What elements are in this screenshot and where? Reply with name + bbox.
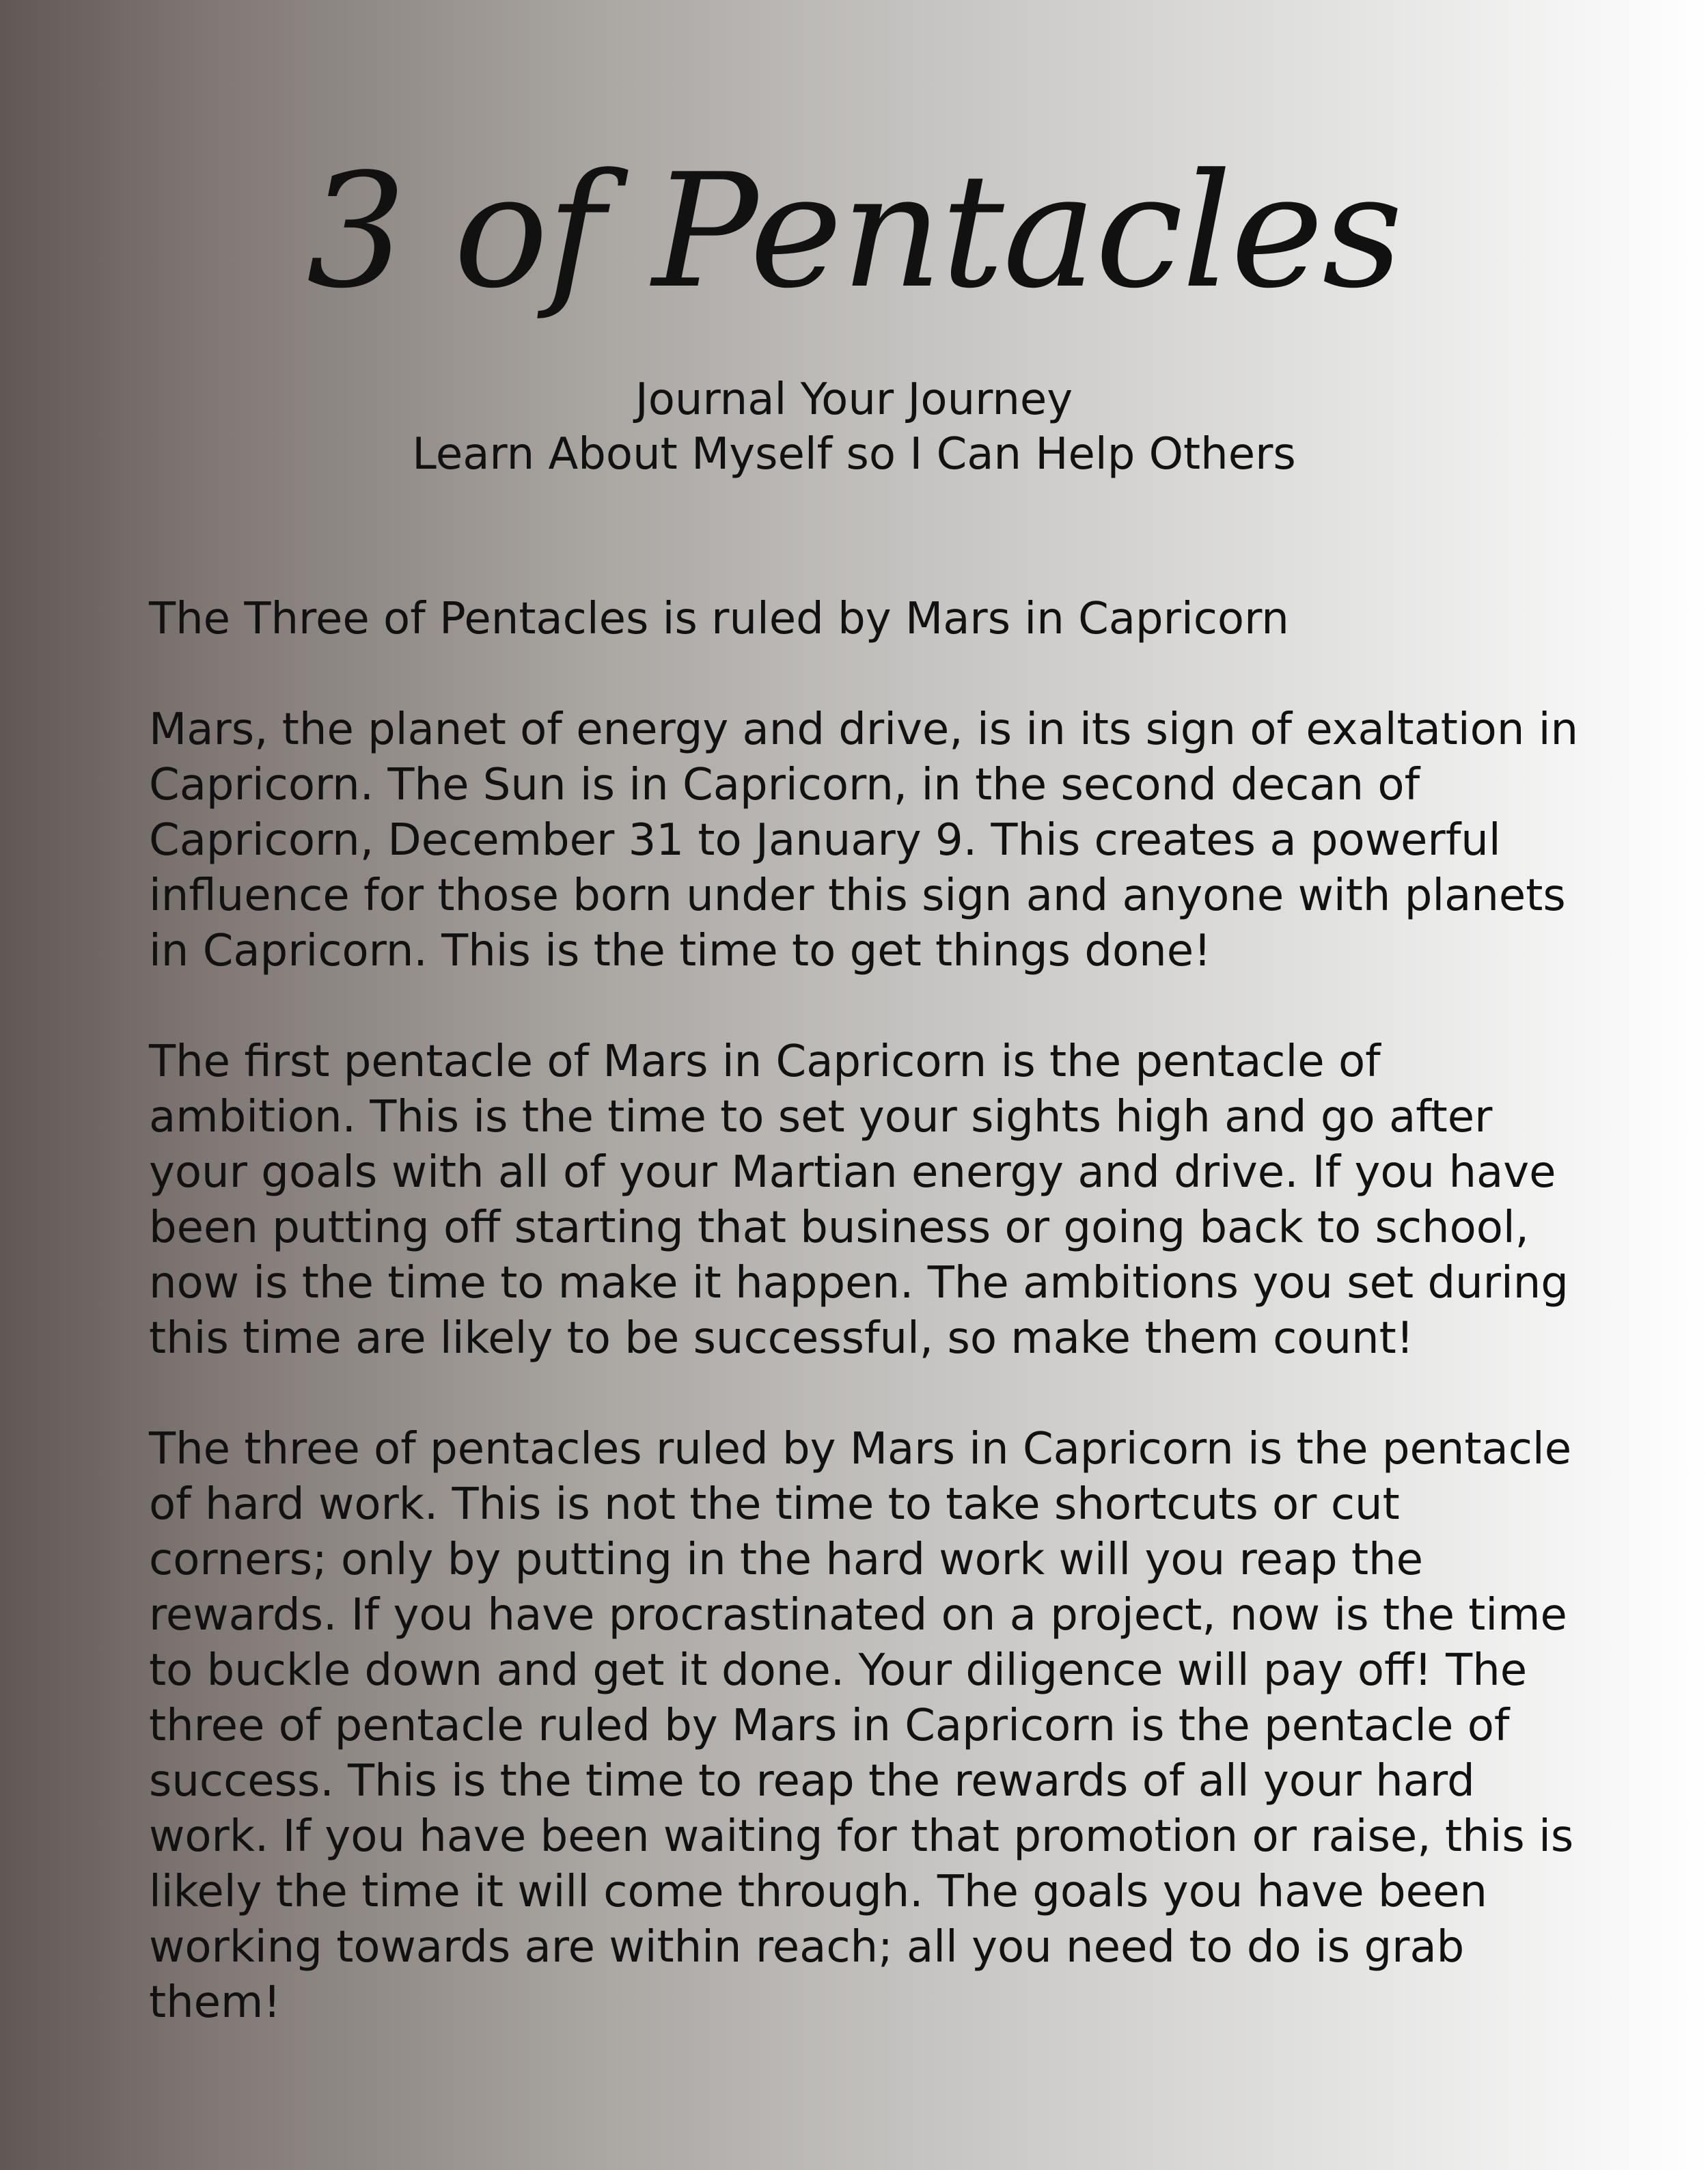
body-text xyxy=(149,592,1590,2031)
subtitle-journal: Journal Your Journey xyxy=(635,374,1073,425)
page-title: 3 of Pentacles xyxy=(306,141,1402,323)
paragraph-ruler: The Three of Pentacles is ruled by Mars in Capricorn xyxy=(149,594,1289,644)
paragraph-mars-exaltation: Mars, the planet of energy and drive, is in its sign of exaltation in Capricorn. The Sun is in Capricorn, in the second decan of Capricorn, December 31 to January 9. This creates a powerful influence for those born under this sign and anyone with planets in Capricorn. This is the time to get things done! xyxy=(149,704,1579,976)
paragraph-ambition: The first pentacle of Mars in Capricorn is the pentacle of ambition. This is the time to set your sights high and go after your goals with all of your Martian energy and drive. If you have been putting off starting that business or going back to school, now is the time to make it happen. The ambitions you set during this time are likely to be successful, so make them count! xyxy=(149,1036,1569,1364)
subtitle-learn: Learn About Myself so I Can Help Others xyxy=(412,429,1296,480)
paragraph-hard-work: The three of pentacles ruled by Mars in Capricorn is the pentacle of hard work. This is not the time to take shortcuts or cut corners; only by putting in the hard work will you reap the rewards. If you have procrastinated on a project, now is the time to buckle down and get it done. Your diligence will pay off! The three of pentacle ruled by Mars in Capricorn is the pentacle of success. This is the time to reap the rewards of all your hard work. If you have been waiting for that promotion or raise, this is likely the time it will come through. The goals you have been working towards are within reach; all you need to do is grab them! xyxy=(149,1424,1574,2028)
